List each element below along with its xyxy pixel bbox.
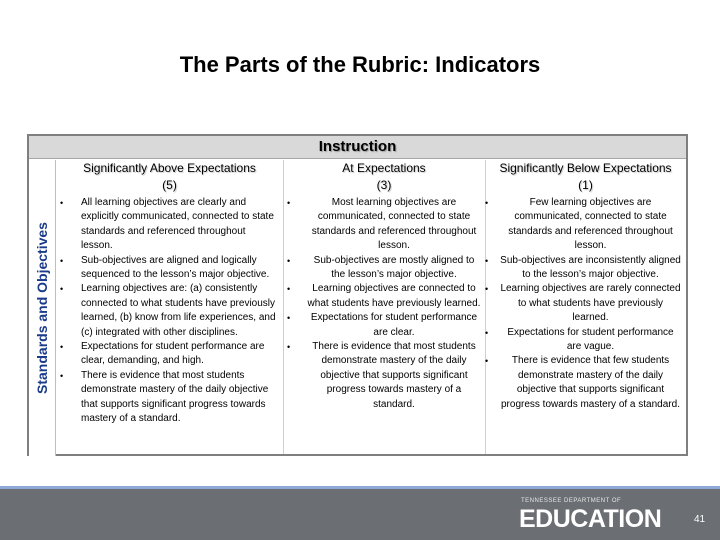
column-significantly-above [56,160,283,454]
logo-subtitle: TENNESSEE DEPARTMENT OF [521,498,622,504]
indicator-item [485,326,686,355]
indicator-text: Learning objectives are: (a) consistently connected to what students have previously learned, (b) know from life experiences, and (c) integrated with other disciplines. [81,283,276,338]
indicator-text: There is evidence that most students demonstrate mastery of the daily objective that supports significant progress towards mastery of a standard. [81,369,269,425]
indicator-item [56,254,283,283]
indicator-item [485,254,686,283]
bullet-icon: • [485,356,489,367]
bullet-icon: • [60,198,64,208]
indicator-list [56,196,283,427]
column-heading [485,160,686,194]
slide-title: The Parts of the Rubric: Indicators [179,52,541,77]
indicator-item [485,196,686,254]
indicator-text: Expectations for student performance are vague. [507,326,674,353]
rubric-domain-header: Instruction [29,136,686,159]
indicator-text: There is evidence that most students demonstrate mastery of the daily objective that supports significant progress towards mastery of a standard. [312,341,476,410]
bullet-icon: • [485,284,489,295]
column-score: (3) [376,178,392,192]
indicator-item [283,196,485,254]
column-heading [283,160,485,194]
education-logo: EDUCATION [519,505,662,533]
row-label-text: Standards and Objectives [34,222,51,394]
indicator-list [283,196,485,412]
indicator-item [56,340,283,369]
bullet-icon: • [287,313,291,324]
bullet-icon: • [287,284,291,295]
indicator-text: There is evidence that few students demonstrate mastery of the daily objective that supports significant progress towards mastery of a standard. [501,355,680,410]
indicator-text: Learning objectives are connected to what students have previously learned. [307,283,481,309]
indicator-list [485,196,686,412]
column-heading-text: Significantly Above Expectations [83,161,256,175]
indicator-item [283,340,485,412]
indicator-item [56,369,283,427]
indicator-item [485,354,686,412]
bullet-icon: • [287,255,291,266]
indicator-text: Learning objectives are rarely connected to what students have previously learned. [500,283,681,324]
bullet-icon: • [60,342,64,353]
page-number: 41 [694,514,706,525]
bullet-icon: • [60,370,64,381]
column-heading-text: Significantly Below Expectations [499,161,672,175]
bullet-icon: • [485,198,489,208]
indicator-item [56,282,283,340]
indicator-item [485,282,686,325]
column-significantly-below [485,160,686,454]
indicator-text: Sub-objectives are aligned and logically sequenced to the lesson’s major objective. [81,254,270,281]
indicator-text: Expectations for student performance are clear, demanding, and high. [81,341,265,367]
indicator-item [56,196,283,254]
bullet-icon: • [60,284,64,295]
indicator-text: Expectations for student performance are clear. [310,312,478,338]
column-score: (5) [162,178,177,192]
column-heading-text: At Expectations [342,161,426,175]
column-score: (1) [578,178,593,192]
indicator-text: Few learning objectives are communicated, connected to state standards and referenced throughout lesson. [508,197,673,252]
bullet-icon: • [287,342,291,353]
indicator-text: Sub-objectives are inconsistently aligned to the lesson’s major objective. [500,254,681,281]
indicator-text: Sub-objectives are mostly aligned to the lesson’s major objective. [313,254,475,281]
column-at-expectations [283,160,485,454]
indicator-item [283,311,485,340]
bullet-icon: • [485,255,489,266]
indicator-text: Most learning objectives are communicated, connected to state standards and referenced throughout lesson. [311,197,477,252]
rubric-table [27,134,688,456]
column-heading [56,160,283,194]
rubric-row-label [29,160,56,456]
indicator-item [283,282,485,311]
bullet-icon: • [485,327,489,338]
bullet-icon: • [60,255,64,266]
indicator-text: All learning objectives are clearly and explicitly communicated, connected to state standards and referenced throughout lesson. [81,197,274,252]
indicator-item [283,254,485,283]
bullet-icon: • [287,198,291,208]
